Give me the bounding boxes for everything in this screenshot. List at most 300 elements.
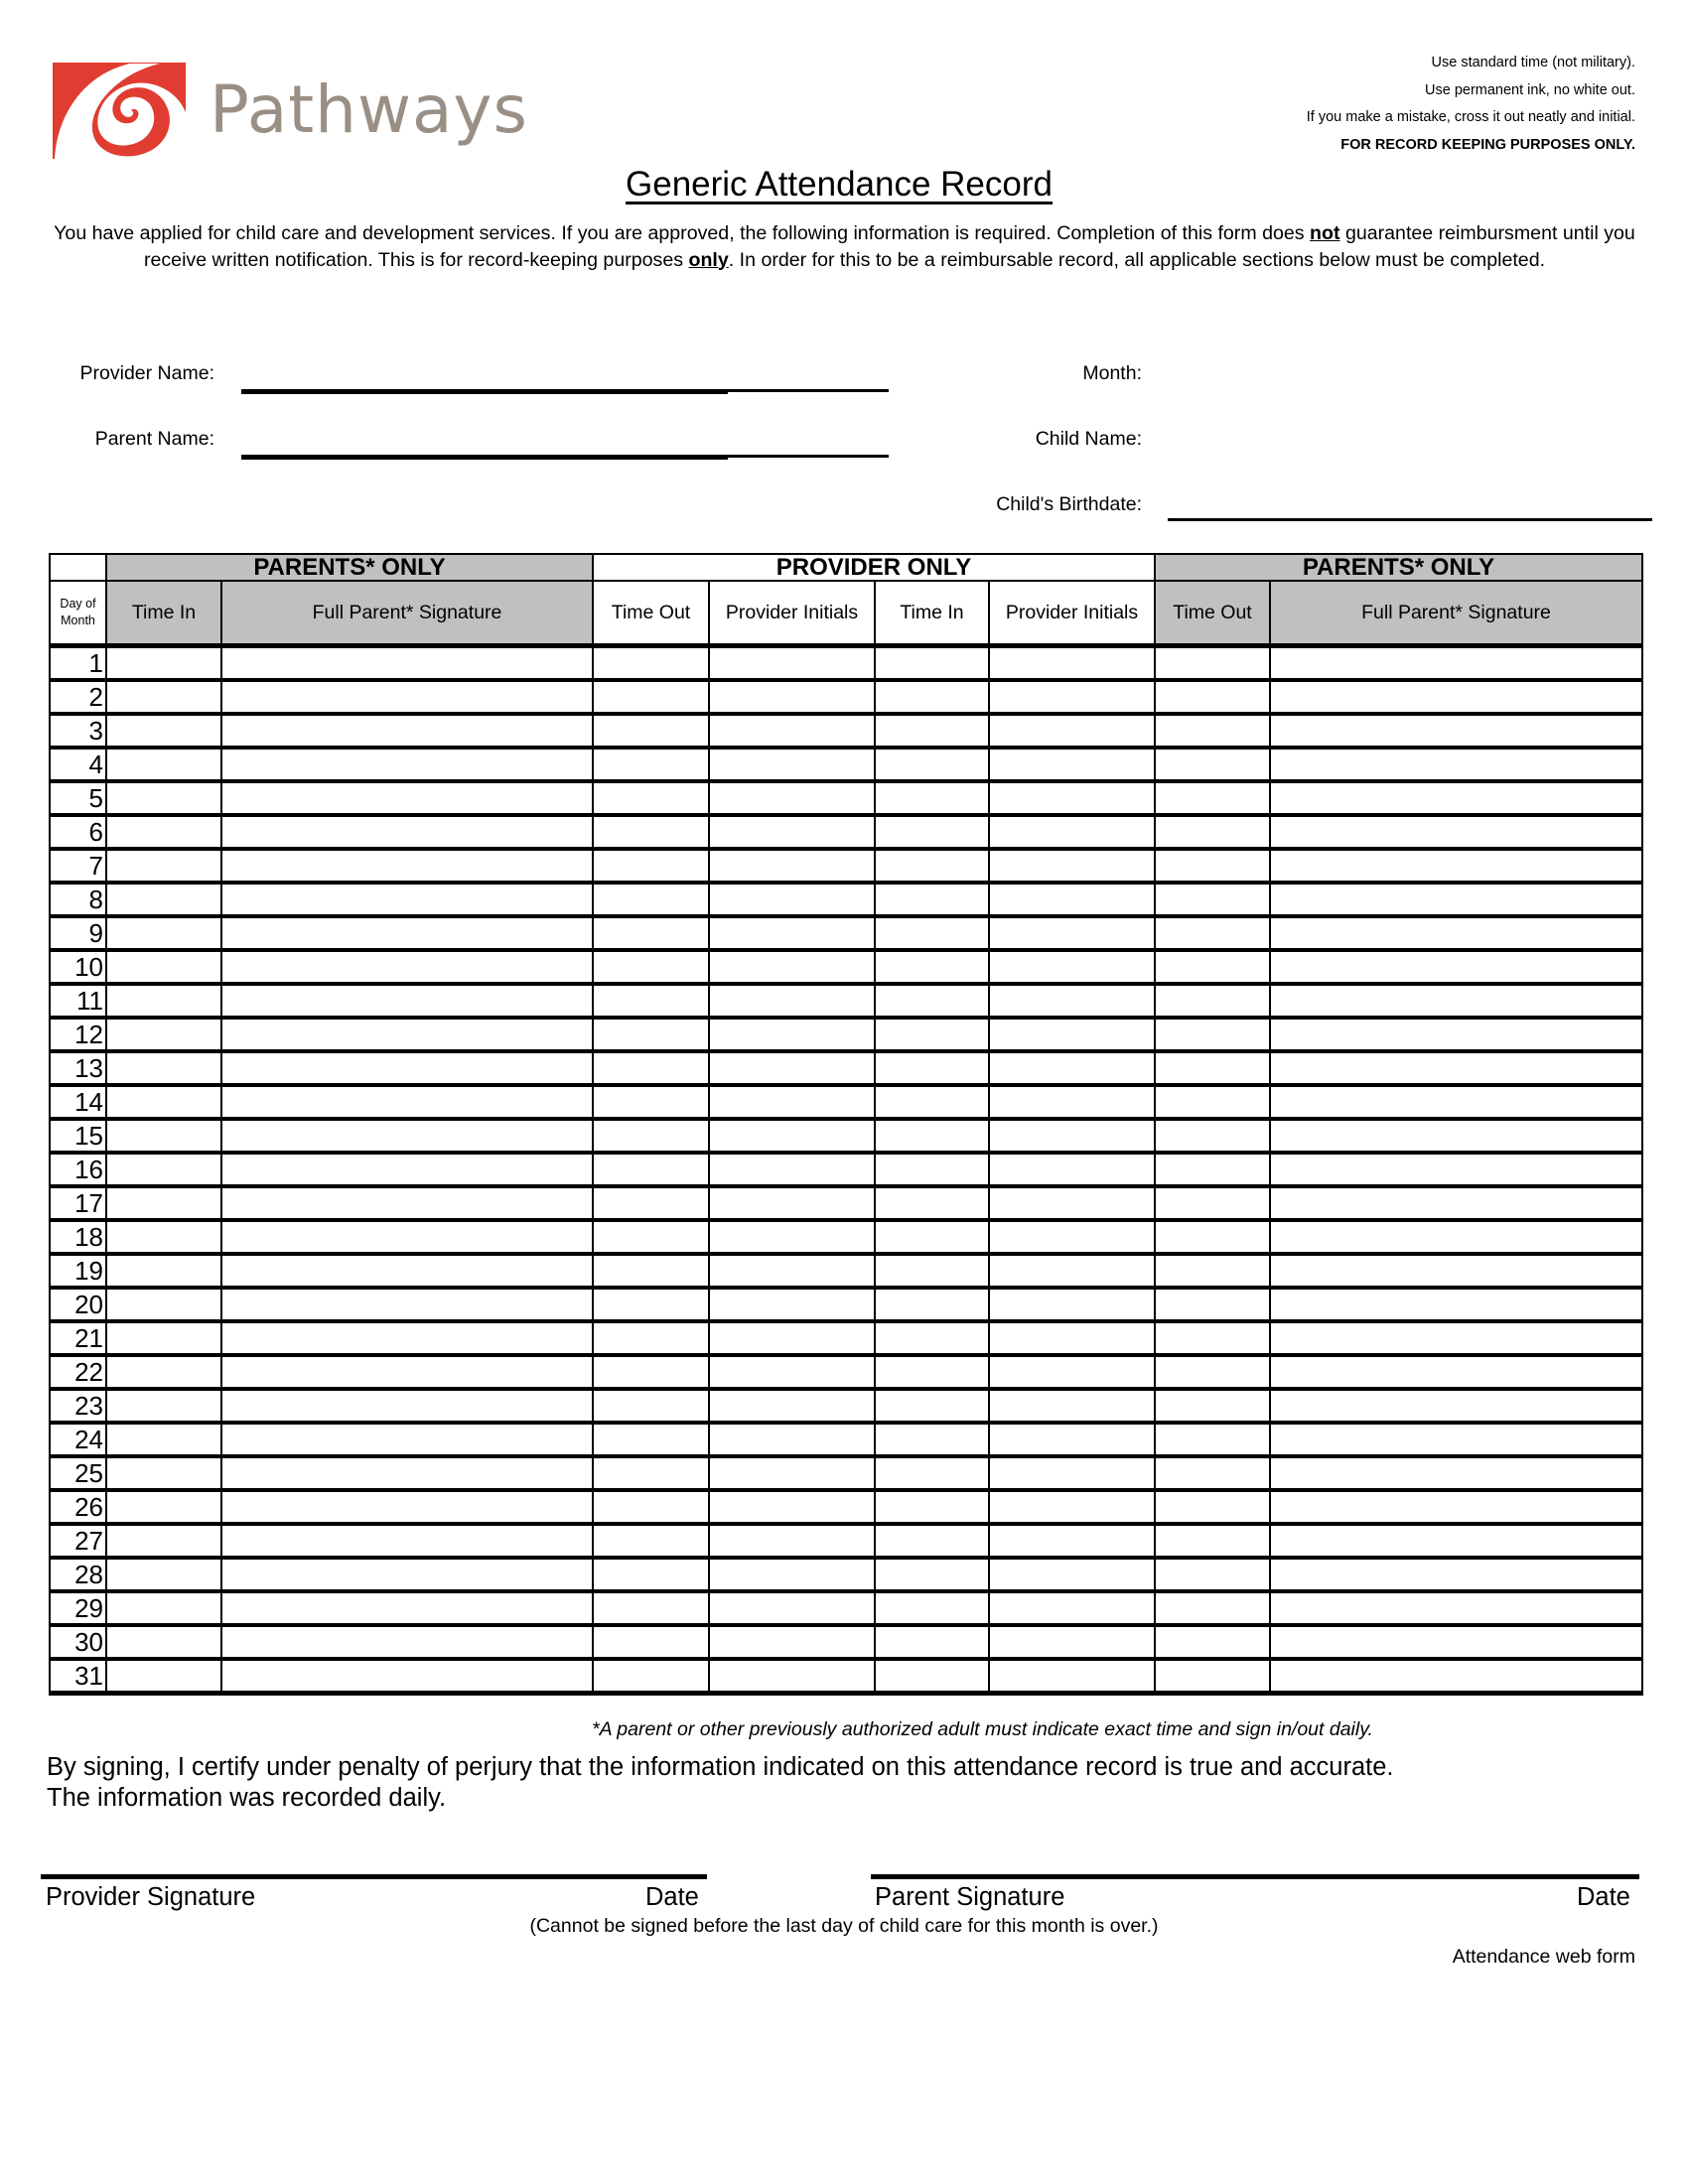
group-parents-only-out: PARENTS* ONLY [1155, 554, 1642, 581]
cell-time-in-provider[interactable] [875, 883, 989, 916]
table-row [50, 1220, 1642, 1254]
cell-provider-initials-1[interactable] [709, 1591, 875, 1625]
cell-time-out-provider[interactable] [593, 1018, 709, 1051]
pathways-wordmark: Pathways [210, 71, 528, 148]
day-number: 11 [50, 984, 106, 1018]
cell-time-out-provider[interactable] [593, 1659, 709, 1694]
child-birthdate-field[interactable] [1168, 482, 1652, 522]
cell-provider-initials-1[interactable] [709, 984, 875, 1018]
cell-provider-initials-2[interactable] [989, 1321, 1155, 1355]
cell-time-in-provider[interactable] [875, 1591, 989, 1625]
cell-time-in-parent[interactable] [106, 1591, 221, 1625]
cell-time-in-provider[interactable] [875, 748, 989, 781]
cell-time-in-provider[interactable] [875, 680, 989, 714]
cell-provider-initials-2[interactable] [989, 1085, 1155, 1119]
col-provider-initials-2: Provider Initials [989, 581, 1155, 646]
cell-time-out-provider[interactable] [593, 1389, 709, 1423]
cell-time-out-provider[interactable] [593, 1591, 709, 1625]
cell-provider-initials-2[interactable] [989, 1659, 1155, 1694]
cell-parent-signature-in[interactable] [221, 815, 593, 849]
cell-parent-signature-out[interactable] [1270, 916, 1642, 950]
cell-parent-signature-out[interactable] [1270, 1254, 1642, 1288]
day-of-label: Day of [60, 597, 96, 611]
month-label-header: Month [61, 614, 95, 627]
cell-time-out-provider[interactable] [593, 1625, 709, 1659]
cell-time-out-parent[interactable] [1155, 1220, 1270, 1254]
cell-time-out-parent[interactable] [1155, 1153, 1270, 1186]
table-row [50, 781, 1642, 815]
cell-provider-initials-2[interactable] [989, 916, 1155, 950]
cell-parent-signature-out[interactable] [1270, 646, 1642, 681]
cell-provider-initials-2[interactable] [989, 1591, 1155, 1625]
day-number: 9 [50, 916, 106, 950]
page-title-wrap [0, 165, 1678, 205]
parent-name-field[interactable] [241, 449, 889, 459]
cell-time-in-parent[interactable] [106, 1456, 221, 1490]
cell-time-out-provider[interactable] [593, 1490, 709, 1524]
cell-parent-signature-in[interactable] [221, 1355, 593, 1389]
cell-time-out-parent[interactable] [1155, 1018, 1270, 1051]
cell-time-out-provider[interactable] [593, 1153, 709, 1186]
table-row [50, 680, 1642, 714]
cell-time-in-provider[interactable] [875, 849, 989, 883]
cell-provider-initials-2[interactable] [989, 1119, 1155, 1153]
instruction-mistakes: If you make a mistake, cross it out neatly and initial. [1306, 109, 1635, 125]
cell-provider-initials-1[interactable] [709, 950, 875, 984]
intro-emphasis-not: not [1310, 222, 1340, 244]
provider-name-field[interactable] [241, 383, 705, 393]
cell-time-in-provider[interactable] [875, 984, 989, 1018]
cell-parent-signature-in[interactable] [221, 1524, 593, 1558]
cell-time-out-parent[interactable] [1155, 1186, 1270, 1220]
cell-time-in-parent[interactable] [106, 1288, 221, 1321]
day-number: 19 [50, 1254, 106, 1288]
cell-time-out-provider[interactable] [593, 680, 709, 714]
cell-time-in-parent[interactable] [106, 984, 221, 1018]
month-field[interactable] [1168, 349, 1644, 385]
cell-time-out-parent[interactable] [1155, 1389, 1270, 1423]
month-label: Month: [1082, 362, 1142, 384]
cell-parent-signature-out[interactable] [1270, 748, 1642, 781]
cell-time-in-parent[interactable] [106, 1254, 221, 1288]
cell-time-in-parent[interactable] [106, 1220, 221, 1254]
col-time-out-provider: Time Out [593, 581, 709, 646]
cell-parent-signature-in[interactable] [221, 1558, 593, 1591]
cell-time-in-provider[interactable] [875, 1186, 989, 1220]
cell-time-out-parent[interactable] [1155, 1490, 1270, 1524]
child-birthdate-label: Child's Birthdate: [996, 493, 1142, 515]
cell-provider-initials-2[interactable] [989, 849, 1155, 883]
cell-time-out-provider[interactable] [593, 815, 709, 849]
cell-provider-initials-1[interactable] [709, 1321, 875, 1355]
cell-time-out-parent[interactable] [1155, 1119, 1270, 1153]
cell-time-in-provider[interactable] [875, 781, 989, 815]
cell-time-in-parent[interactable] [106, 748, 221, 781]
cell-provider-initials-1[interactable] [709, 646, 875, 681]
cell-provider-initials-1[interactable] [709, 680, 875, 714]
cell-time-in-parent[interactable] [106, 815, 221, 849]
day-number: 3 [50, 714, 106, 748]
cell-provider-initials-1[interactable] [709, 1153, 875, 1186]
day-number: 7 [50, 849, 106, 883]
cell-parent-signature-in[interactable] [221, 849, 593, 883]
table-row [50, 950, 1642, 984]
cell-time-in-provider[interactable] [875, 714, 989, 748]
cell-parent-signature-out[interactable] [1270, 883, 1642, 916]
cell-parent-signature-out[interactable] [1270, 1288, 1642, 1321]
group-provider-only: PROVIDER ONLY [593, 554, 1155, 581]
cell-time-in-provider[interactable] [875, 1558, 989, 1591]
day-number: 29 [50, 1591, 106, 1625]
cell-parent-signature-in[interactable] [221, 646, 593, 681]
cell-parent-signature-out[interactable] [1270, 1423, 1642, 1456]
cell-time-out-parent[interactable] [1155, 1524, 1270, 1558]
cell-time-in-parent[interactable] [106, 1119, 221, 1153]
cell-time-out-provider[interactable] [593, 1355, 709, 1389]
cell-time-in-provider[interactable] [875, 950, 989, 984]
cell-provider-initials-1[interactable] [709, 1423, 875, 1456]
cell-time-in-provider[interactable] [875, 1018, 989, 1051]
cell-provider-initials-1[interactable] [709, 1051, 875, 1085]
cell-parent-signature-in[interactable] [221, 680, 593, 714]
cell-time-out-parent[interactable] [1155, 714, 1270, 748]
cell-parent-signature-out[interactable] [1270, 1456, 1642, 1490]
cell-parent-signature-out[interactable] [1270, 1389, 1642, 1423]
day-number: 25 [50, 1456, 106, 1490]
cell-parent-signature-out[interactable] [1270, 984, 1642, 1018]
cell-time-in-provider[interactable] [875, 1085, 989, 1119]
cell-time-in-parent[interactable] [106, 1018, 221, 1051]
cell-parent-signature-out[interactable] [1270, 1220, 1642, 1254]
cell-parent-signature-in[interactable] [221, 1186, 593, 1220]
cell-time-out-provider[interactable] [593, 1456, 709, 1490]
cell-provider-initials-2[interactable] [989, 1254, 1155, 1288]
cell-time-out-provider[interactable] [593, 916, 709, 950]
cell-time-out-parent[interactable] [1155, 1659, 1270, 1694]
cell-provider-initials-1[interactable] [709, 1659, 875, 1694]
cell-parent-signature-in[interactable] [221, 1018, 593, 1051]
cell-parent-signature-out[interactable] [1270, 950, 1642, 984]
cell-provider-initials-1[interactable] [709, 714, 875, 748]
cell-provider-initials-2[interactable] [989, 1389, 1155, 1423]
cell-time-in-provider[interactable] [875, 1625, 989, 1659]
cell-time-in-parent[interactable] [106, 1659, 221, 1694]
cell-time-in-provider[interactable] [875, 916, 989, 950]
cell-parent-signature-out[interactable] [1270, 815, 1642, 849]
cell-time-in-parent[interactable] [106, 1490, 221, 1524]
cell-time-out-provider[interactable] [593, 950, 709, 984]
cell-time-in-provider[interactable] [875, 1321, 989, 1355]
cell-time-out-provider[interactable] [593, 646, 709, 681]
cell-time-out-parent[interactable] [1155, 1355, 1270, 1389]
cell-time-out-parent[interactable] [1155, 680, 1270, 714]
cell-provider-initials-1[interactable] [709, 1558, 875, 1591]
cell-parent-signature-in[interactable] [221, 916, 593, 950]
cell-parent-signature-out[interactable] [1270, 1524, 1642, 1558]
day-number: 14 [50, 1085, 106, 1119]
cell-time-out-parent[interactable] [1155, 1085, 1270, 1119]
cell-time-in-provider[interactable] [875, 1659, 989, 1694]
cell-parent-signature-out[interactable] [1270, 1625, 1642, 1659]
cell-time-in-provider[interactable] [875, 1288, 989, 1321]
cell-provider-initials-1[interactable] [709, 916, 875, 950]
cell-time-out-provider[interactable] [593, 1288, 709, 1321]
cell-time-in-provider[interactable] [875, 1490, 989, 1524]
cell-time-out-parent[interactable] [1155, 984, 1270, 1018]
cell-provider-initials-1[interactable] [709, 1625, 875, 1659]
cell-provider-initials-1[interactable] [709, 1018, 875, 1051]
cell-parent-signature-in[interactable] [221, 1456, 593, 1490]
cell-time-out-parent[interactable] [1155, 1423, 1270, 1456]
cell-provider-initials-2[interactable] [989, 680, 1155, 714]
cell-parent-signature-out[interactable] [1270, 1591, 1642, 1625]
cell-time-in-parent[interactable] [106, 1153, 221, 1186]
cell-time-out-parent[interactable] [1155, 950, 1270, 984]
cell-provider-initials-2[interactable] [989, 1456, 1155, 1490]
cell-time-in-parent[interactable] [106, 1051, 221, 1085]
cell-time-out-provider[interactable] [593, 781, 709, 815]
cell-time-out-provider[interactable] [593, 1254, 709, 1288]
cell-parent-signature-out[interactable] [1270, 1355, 1642, 1389]
cell-parent-signature-in[interactable] [221, 883, 593, 916]
cell-time-out-parent[interactable] [1155, 1254, 1270, 1288]
cell-provider-initials-1[interactable] [709, 1524, 875, 1558]
cell-time-out-provider[interactable] [593, 1423, 709, 1456]
cell-parent-signature-in[interactable] [221, 1085, 593, 1119]
child-birthdate-underline [1168, 518, 1652, 521]
cell-time-out-parent[interactable] [1155, 1456, 1270, 1490]
cell-time-in-provider[interactable] [875, 1423, 989, 1456]
cell-time-in-parent[interactable] [106, 1524, 221, 1558]
parent-signature-label: Parent Signature [875, 1883, 1065, 1911]
cell-parent-signature-out[interactable] [1270, 714, 1642, 748]
cell-time-out-provider[interactable] [593, 748, 709, 781]
cell-parent-signature-in[interactable] [221, 1220, 593, 1254]
cell-time-out-provider[interactable] [593, 1085, 709, 1119]
cell-time-out-provider[interactable] [593, 1321, 709, 1355]
cell-parent-signature-out[interactable] [1270, 849, 1642, 883]
cell-time-in-provider[interactable] [875, 1355, 989, 1389]
day-number: 22 [50, 1355, 106, 1389]
cell-time-in-provider[interactable] [875, 646, 989, 681]
instruction-standard-time: Use standard time (not military). [1431, 55, 1635, 70]
cell-time-in-provider[interactable] [875, 815, 989, 849]
cell-provider-initials-2[interactable] [989, 1220, 1155, 1254]
cell-time-out-provider[interactable] [593, 1051, 709, 1085]
cell-time-out-parent[interactable] [1155, 849, 1270, 883]
cell-time-in-provider[interactable] [875, 1456, 989, 1490]
cell-parent-signature-in[interactable] [221, 1321, 593, 1355]
cell-time-in-parent[interactable] [106, 1186, 221, 1220]
cell-provider-initials-2[interactable] [989, 1051, 1155, 1085]
cell-time-out-provider[interactable] [593, 984, 709, 1018]
cell-parent-signature-out[interactable] [1270, 1153, 1642, 1186]
cell-time-out-provider[interactable] [593, 1186, 709, 1220]
day-number: 28 [50, 1558, 106, 1591]
table-row [50, 1186, 1642, 1220]
cell-time-in-parent[interactable] [106, 680, 221, 714]
instruction-record-keeping: FOR RECORD KEEPING PURPOSES ONLY. [1340, 136, 1635, 153]
cell-time-in-parent[interactable] [106, 950, 221, 984]
cell-provider-initials-2[interactable] [989, 1186, 1155, 1220]
cell-provider-initials-1[interactable] [709, 1490, 875, 1524]
parent-signature-line[interactable] [871, 1874, 1639, 1879]
cell-provider-initials-1[interactable] [709, 1085, 875, 1119]
cell-parent-signature-in[interactable] [221, 1389, 593, 1423]
cell-time-in-parent[interactable] [106, 883, 221, 916]
cell-time-out-provider[interactable] [593, 1220, 709, 1254]
cell-parent-signature-in[interactable] [221, 1659, 593, 1694]
cell-provider-initials-1[interactable] [709, 1288, 875, 1321]
cell-parent-signature-out[interactable] [1270, 1490, 1642, 1524]
cell-time-out-parent[interactable] [1155, 781, 1270, 815]
cell-parent-signature-out[interactable] [1270, 1558, 1642, 1591]
cell-provider-initials-2[interactable] [989, 883, 1155, 916]
cell-time-in-provider[interactable] [875, 1220, 989, 1254]
table-row [50, 714, 1642, 748]
cell-parent-signature-out[interactable] [1270, 1659, 1642, 1694]
cell-provider-initials-1[interactable] [709, 1456, 875, 1490]
cell-time-out-provider[interactable] [593, 1558, 709, 1591]
table-row [50, 1456, 1642, 1490]
cell-parent-signature-out[interactable] [1270, 781, 1642, 815]
cell-parent-signature-in[interactable] [221, 1490, 593, 1524]
cell-parent-signature-in[interactable] [221, 714, 593, 748]
cell-parent-signature-in[interactable] [221, 1288, 593, 1321]
cell-provider-initials-1[interactable] [709, 1389, 875, 1423]
cell-provider-initials-1[interactable] [709, 849, 875, 883]
cell-parent-signature-out[interactable] [1270, 1186, 1642, 1220]
cell-time-out-provider[interactable] [593, 1119, 709, 1153]
cell-parent-signature-in[interactable] [221, 1119, 593, 1153]
cell-time-in-provider[interactable] [875, 1389, 989, 1423]
child-name-label: Child Name: [1035, 428, 1142, 450]
cell-provider-initials-1[interactable] [709, 1254, 875, 1288]
cell-provider-initials-1[interactable] [709, 1355, 875, 1389]
table-row [50, 849, 1642, 883]
cell-provider-initials-2[interactable] [989, 714, 1155, 748]
provider-signature-line[interactable] [41, 1874, 707, 1879]
cell-parent-signature-out[interactable] [1270, 1018, 1642, 1051]
cell-time-in-parent[interactable] [106, 916, 221, 950]
page-title: Generic Attendance Record [626, 165, 1053, 204]
cell-parent-signature-in[interactable] [221, 1591, 593, 1625]
table-row [50, 883, 1642, 916]
cell-time-in-parent[interactable] [106, 646, 221, 681]
cell-time-out-parent[interactable] [1155, 1051, 1270, 1085]
cell-time-out-parent[interactable] [1155, 1591, 1270, 1625]
cell-time-in-parent[interactable] [106, 1558, 221, 1591]
cell-provider-initials-1[interactable] [709, 1186, 875, 1220]
cell-provider-initials-2[interactable] [989, 1288, 1155, 1321]
attendance-rows [50, 646, 1642, 1694]
cell-provider-initials-2[interactable] [989, 1524, 1155, 1558]
cell-provider-initials-2[interactable] [989, 1153, 1155, 1186]
cell-provider-initials-1[interactable] [709, 781, 875, 815]
cell-parent-signature-in[interactable] [221, 950, 593, 984]
cell-parent-signature-in[interactable] [221, 1423, 593, 1456]
cell-provider-initials-1[interactable] [709, 815, 875, 849]
cell-time-in-provider[interactable] [875, 1254, 989, 1288]
cell-provider-initials-1[interactable] [709, 883, 875, 916]
cell-provider-initials-2[interactable] [989, 950, 1155, 984]
certification-statement [47, 1752, 1394, 1814]
form-identifier: Attendance web form [1452, 1946, 1635, 1968]
cell-parent-signature-in[interactable] [221, 748, 593, 781]
cell-provider-initials-2[interactable] [989, 1558, 1155, 1591]
cell-parent-signature-in[interactable] [221, 781, 593, 815]
cell-provider-initials-2[interactable] [989, 1423, 1155, 1456]
cell-parent-signature-in[interactable] [221, 1153, 593, 1186]
provider-name-underline-thin [241, 389, 889, 392]
cell-time-in-parent[interactable] [106, 849, 221, 883]
table-row [50, 1018, 1642, 1051]
cell-provider-initials-2[interactable] [989, 815, 1155, 849]
cell-time-out-provider[interactable] [593, 883, 709, 916]
cell-parent-signature-in[interactable] [221, 1051, 593, 1085]
day-number: 2 [50, 680, 106, 714]
cell-time-out-parent[interactable] [1155, 883, 1270, 916]
cell-time-in-parent[interactable] [106, 1625, 221, 1659]
cell-time-in-parent[interactable] [106, 781, 221, 815]
cell-parent-signature-out[interactable] [1270, 1085, 1642, 1119]
cell-time-out-parent[interactable] [1155, 1288, 1270, 1321]
cell-parent-signature-in[interactable] [221, 984, 593, 1018]
cell-time-out-provider[interactable] [593, 714, 709, 748]
cell-provider-initials-2[interactable] [989, 1018, 1155, 1051]
cell-provider-initials-1[interactable] [709, 748, 875, 781]
table-row [50, 984, 1642, 1018]
cell-time-out-parent[interactable] [1155, 748, 1270, 781]
table-row [50, 1490, 1642, 1524]
cell-provider-initials-2[interactable] [989, 646, 1155, 681]
cell-time-in-provider[interactable] [875, 1051, 989, 1085]
cell-time-out-parent[interactable] [1155, 646, 1270, 681]
cell-time-out-parent[interactable] [1155, 1321, 1270, 1355]
cell-time-out-provider[interactable] [593, 1524, 709, 1558]
cell-parent-signature-out[interactable] [1270, 1119, 1642, 1153]
cell-parent-signature-out[interactable] [1270, 1321, 1642, 1355]
cell-provider-initials-2[interactable] [989, 1490, 1155, 1524]
cell-parent-signature-out[interactable] [1270, 1051, 1642, 1085]
cell-provider-initials-1[interactable] [709, 1220, 875, 1254]
cell-time-out-parent[interactable] [1155, 815, 1270, 849]
child-name-field[interactable] [1168, 415, 1644, 451]
cell-provider-initials-2[interactable] [989, 748, 1155, 781]
cell-provider-initials-2[interactable] [989, 1355, 1155, 1389]
cell-provider-initials-2[interactable] [989, 984, 1155, 1018]
cell-time-in-parent[interactable] [106, 1355, 221, 1389]
cell-time-in-parent[interactable] [106, 1321, 221, 1355]
cell-time-out-provider[interactable] [593, 849, 709, 883]
cell-time-in-provider[interactable] [875, 1153, 989, 1186]
cell-provider-initials-1[interactable] [709, 1119, 875, 1153]
cell-time-in-provider[interactable] [875, 1524, 989, 1558]
cell-parent-signature-in[interactable] [221, 1625, 593, 1659]
cell-time-out-parent[interactable] [1155, 916, 1270, 950]
cell-time-in-parent[interactable] [106, 1085, 221, 1119]
cell-time-in-parent[interactable] [106, 714, 221, 748]
cell-provider-initials-2[interactable] [989, 1625, 1155, 1659]
cell-time-out-parent[interactable] [1155, 1558, 1270, 1591]
cell-time-in-provider[interactable] [875, 1119, 989, 1153]
cell-parent-signature-in[interactable] [221, 1254, 593, 1288]
cell-provider-initials-2[interactable] [989, 781, 1155, 815]
cell-time-out-parent[interactable] [1155, 1625, 1270, 1659]
cell-time-in-parent[interactable] [106, 1389, 221, 1423]
cell-time-in-parent[interactable] [106, 1423, 221, 1456]
cell-parent-signature-out[interactable] [1270, 680, 1642, 714]
